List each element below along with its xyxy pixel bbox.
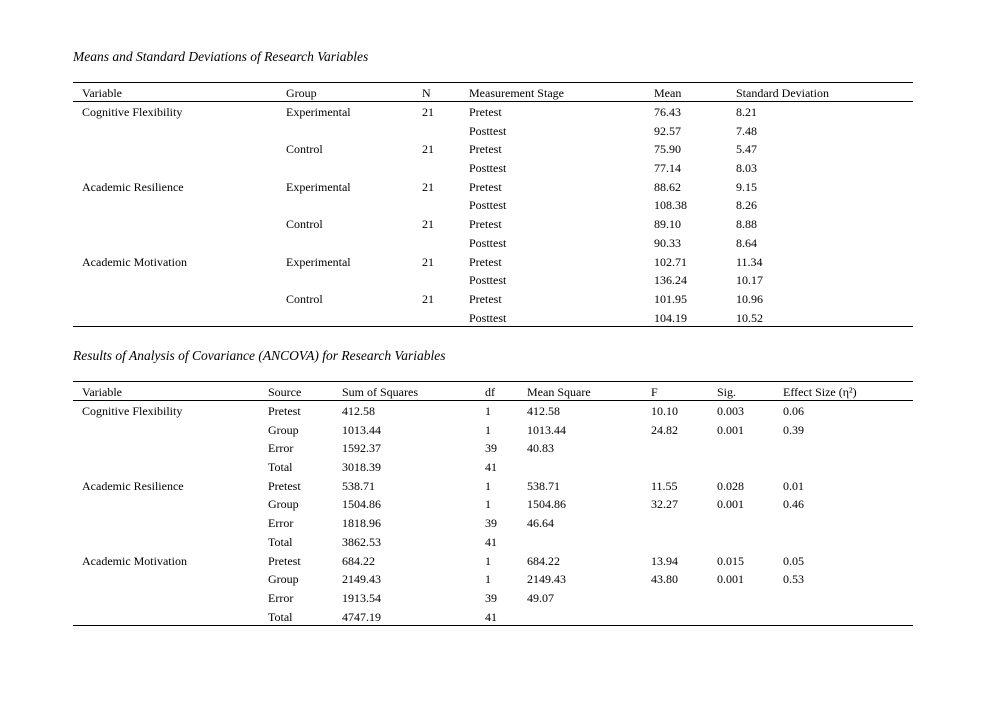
cell-df: 39: [485, 516, 497, 531]
cell-group: Control: [286, 291, 323, 306]
cell-mean: 104.19: [654, 310, 687, 325]
column-header-variable: Variable: [82, 385, 122, 399]
cell-source: Group: [268, 572, 299, 587]
table2-caption: Results of Analysis of Covariance (ANCOVA) for Research Variables: [73, 348, 446, 363]
cell-variable: Academic Motivation: [82, 254, 187, 269]
table-row: [73, 494, 913, 513]
table-row: [73, 532, 913, 551]
column-header-mean-square: Mean Square: [527, 385, 591, 399]
cell-sig: 0.001: [717, 497, 744, 512]
cell-source: Total: [268, 460, 293, 475]
table-row: [73, 569, 913, 588]
cell-f: 11.55: [651, 478, 678, 493]
header-row: [73, 382, 913, 401]
column-header-f: F: [651, 385, 658, 399]
table-row: [73, 551, 913, 570]
column-header-mean: Mean: [654, 86, 682, 100]
cell-sum-of-squares: 2149.43: [342, 572, 381, 587]
table-row: [73, 270, 913, 289]
column-header-df: df: [485, 385, 495, 399]
cell-measurement-stage: Pretest: [469, 179, 502, 194]
table-row: [73, 289, 913, 308]
cell-sig: 0.003: [717, 404, 744, 418]
cell-source: Error: [268, 516, 294, 531]
cell-f: 10.10: [651, 404, 678, 418]
column-header-standard-deviation: Standard Deviation: [736, 86, 829, 100]
cell-mean: 92.57: [654, 123, 681, 138]
cell-f: 24.82: [651, 422, 678, 437]
cell-mean-square: 46.64: [527, 516, 554, 531]
cell-sum-of-squares: 684.22: [342, 553, 375, 568]
cell-group: Experimental: [286, 105, 351, 119]
cell-measurement-stage: Pretest: [469, 291, 502, 306]
cell-sum-of-squares: 1592.37: [342, 441, 381, 456]
table-row: [73, 252, 913, 271]
cell-mean: 88.62: [654, 179, 681, 194]
cell-variable: Cognitive Flexibility: [82, 404, 183, 418]
cell-mean-square: 1504.86: [527, 497, 566, 512]
cell-sum-of-squares: 1913.54: [342, 590, 381, 605]
means-sd-table: [73, 82, 913, 327]
cell-sum-of-squares: 1504.86: [342, 497, 381, 512]
cell-n: 21: [422, 291, 434, 306]
cell-mean: 90.33: [654, 235, 681, 250]
cell-n: 21: [422, 105, 434, 119]
cell-standard-deviation: 9.15: [736, 179, 757, 194]
cell-mean: 136.24: [654, 273, 687, 288]
cell-sig: 0.028: [717, 478, 744, 493]
cell-source: Error: [268, 441, 294, 456]
cell-df: 1: [485, 553, 491, 568]
table-row: [73, 513, 913, 532]
column-header-source: Source: [268, 385, 302, 399]
cell-standard-deviation: 10.52: [736, 310, 763, 325]
cell-n: 21: [422, 179, 434, 194]
column-header-effect-size: Effect Size (η²): [783, 385, 857, 399]
table-row: [73, 588, 913, 607]
table-row: [73, 214, 913, 233]
table-row: [73, 476, 913, 495]
cell-effect-size: 0.53: [783, 572, 804, 587]
cell-mean-square: 412.58: [527, 404, 560, 418]
cell-source: Group: [268, 422, 299, 437]
cell-standard-deviation: 8.26: [736, 198, 757, 213]
cell-sig: 0.001: [717, 572, 744, 587]
cell-variable: Academic Motivation: [82, 553, 187, 568]
cell-source: Group: [268, 497, 299, 512]
cell-standard-deviation: 5.47: [736, 142, 757, 157]
cell-mean-square: 2149.43: [527, 572, 566, 587]
cell-mean: 102.71: [654, 254, 687, 269]
table-row: [73, 401, 913, 420]
cell-standard-deviation: 11.34: [736, 254, 763, 269]
table-row: [73, 308, 913, 327]
cell-df: 41: [485, 534, 497, 549]
cell-df: 39: [485, 590, 497, 605]
cell-source: Pretest: [268, 553, 301, 568]
cell-mean: 77.14: [654, 161, 681, 176]
cell-sum-of-squares: 3862.53: [342, 534, 381, 549]
cell-measurement-stage: Pretest: [469, 254, 502, 269]
cell-group: Control: [286, 217, 323, 232]
cell-df: 41: [485, 609, 497, 624]
cell-measurement-stage: Posttest: [469, 198, 507, 213]
cell-effect-size: 0.39: [783, 422, 804, 437]
cell-standard-deviation: 8.64: [736, 235, 757, 250]
cell-measurement-stage: Posttest: [469, 123, 507, 138]
table-row: [73, 177, 913, 196]
cell-sum-of-squares: 3018.39: [342, 460, 381, 475]
cell-mean: 108.38: [654, 198, 687, 213]
cell-effect-size: 0.06: [783, 404, 804, 418]
cell-effect-size: 0.05: [783, 553, 804, 568]
cell-df: 41: [485, 460, 497, 475]
cell-group: Experimental: [286, 179, 351, 194]
cell-measurement-stage: Pretest: [469, 142, 502, 157]
cell-measurement-stage: Posttest: [469, 161, 507, 176]
cell-df: 1: [485, 497, 491, 512]
cell-standard-deviation: 10.17: [736, 273, 763, 288]
cell-variable: Academic Resilience: [82, 179, 184, 194]
cell-measurement-stage: Posttest: [469, 273, 507, 288]
table-row: [73, 607, 913, 626]
cell-source: Error: [268, 590, 294, 605]
table-row: [73, 233, 913, 252]
column-header-group: Group: [286, 86, 317, 100]
cell-measurement-stage: Pretest: [469, 105, 502, 119]
cell-group: Control: [286, 142, 323, 157]
column-header-variable: Variable: [82, 86, 122, 100]
cell-sum-of-squares: 412.58: [342, 404, 375, 418]
table1-caption: Means and Standard Deviations of Research Variables: [73, 49, 369, 64]
cell-standard-deviation: 8.03: [736, 161, 757, 176]
cell-sum-of-squares: 4747.19: [342, 609, 381, 624]
column-header-sig: Sig.: [717, 385, 737, 399]
cell-measurement-stage: Posttest: [469, 310, 507, 325]
table-row: [73, 438, 913, 457]
cell-mean: 101.95: [654, 291, 687, 306]
table-row: [73, 457, 913, 476]
cell-mean-square: 49.07: [527, 590, 554, 605]
cell-effect-size: 0.46: [783, 497, 804, 512]
cell-f: 32.27: [651, 497, 678, 512]
cell-df: 1: [485, 478, 491, 493]
table-row: [73, 158, 913, 177]
ancova-table: [73, 381, 913, 626]
cell-df: 1: [485, 404, 491, 418]
cell-group: Experimental: [286, 254, 351, 269]
cell-source: Pretest: [268, 478, 301, 493]
cell-standard-deviation: 8.21: [736, 105, 757, 119]
cell-sum-of-squares: 1818.96: [342, 516, 381, 531]
cell-mean-square: 684.22: [527, 553, 560, 568]
cell-mean: 89.10: [654, 217, 681, 232]
cell-effect-size: 0.01: [783, 478, 804, 493]
cell-standard-deviation: 7.48: [736, 123, 757, 138]
cell-mean-square: 538.71: [527, 478, 560, 493]
cell-f: 43.80: [651, 572, 678, 587]
column-header-measurement-stage: Measurement Stage: [469, 86, 564, 100]
cell-standard-deviation: 10.96: [736, 291, 763, 306]
cell-source: Total: [268, 609, 293, 624]
cell-variable: Academic Resilience: [82, 478, 184, 493]
table-row: [73, 121, 913, 140]
cell-n: 21: [422, 254, 434, 269]
cell-mean-square: 40.83: [527, 441, 554, 456]
cell-n: 21: [422, 142, 434, 157]
cell-measurement-stage: Pretest: [469, 217, 502, 232]
cell-sum-of-squares: 1013.44: [342, 422, 381, 437]
cell-sig: 0.001: [717, 422, 744, 437]
cell-df: 1: [485, 572, 491, 587]
table-row: [73, 139, 913, 158]
cell-mean: 75.90: [654, 142, 681, 157]
column-header-sum-of-squares: Sum of Squares: [342, 385, 418, 399]
table-row: [73, 420, 913, 439]
cell-sig: 0.015: [717, 553, 744, 568]
cell-source: Pretest: [268, 404, 301, 418]
cell-f: 13.94: [651, 553, 678, 568]
cell-df: 39: [485, 441, 497, 456]
header-row: [73, 83, 913, 102]
cell-mean-square: 1013.44: [527, 422, 566, 437]
column-header-n: N: [422, 86, 431, 100]
cell-standard-deviation: 8.88: [736, 217, 757, 232]
cell-variable: Cognitive Flexibility: [82, 105, 183, 119]
cell-measurement-stage: Posttest: [469, 235, 507, 250]
table-row: [73, 102, 913, 121]
cell-n: 21: [422, 217, 434, 232]
cell-sum-of-squares: 538.71: [342, 478, 375, 493]
table-row: [73, 195, 913, 214]
cell-mean: 76.43: [654, 105, 681, 119]
cell-source: Total: [268, 534, 293, 549]
cell-df: 1: [485, 422, 491, 437]
